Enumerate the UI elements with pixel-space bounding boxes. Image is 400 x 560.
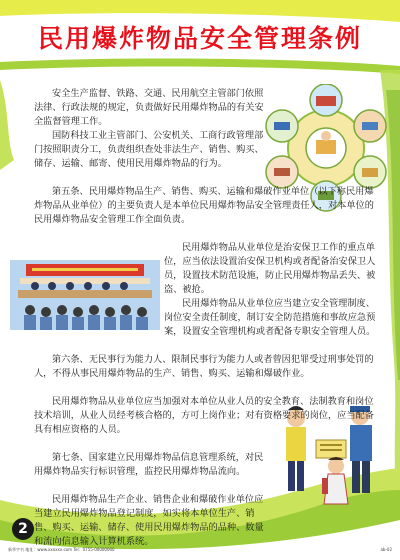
paragraph-4: 民用爆炸物品从业单位是治安保卫工作的重点单位，应当依法设置治安保卫机构或者配备治安保卫人员，设置技术防范设施，防止民用爆炸物品丢失、被盗、被抢。 [164, 242, 376, 295]
footer-code: ab-02 [380, 547, 392, 552]
page-number-badge: 2 [12, 518, 34, 540]
page-title: 民用爆炸物品安全管理条例 [37, 24, 362, 53]
paragraph-8: 第七条、国家建立民用爆炸物品信息管理系统，对民用爆炸物品实行标识管理，监控民用爆炸物品流向。 [34, 452, 264, 477]
paragraph-9: 民用爆炸物品生产企业、销售企业和爆破作业单位应当建立民用爆炸物品登记制度，如实将本单位生产、销售、购买、运输、储存、使用民用爆炸物品的品种、数量和流向信息输入计算机系统。 [34, 494, 264, 547]
footer-info: 新华字书 地址：www.xxxxxx.com Tel：0755-00000000 [8, 547, 115, 552]
paragraph-6: 第六条、无民事行为能力人、限制民事行为能力人或者曾因犯罪受过刑事处罚的人，不得从事民用爆炸物品的生产、销售、购买、运输和爆破作业。 [34, 354, 374, 379]
paragraph-7: 民用爆炸物品从业单位应当加强对本单位从业人员的安全教育、法制教育和岗位技术培训，从业人员经考核合格的，方可上岗作业；对有资格要求的岗位，应当配备具有相应资格的人员。 [34, 396, 374, 435]
paragraph-3: 第五条、民用爆炸物品生产、销售、购买、运输和爆破作业单位（以下称民用爆炸物品从业单位）的主要负责人是本单位民用爆炸物品安全管理责任人，对本单位的民用爆炸物品安全管理工作全面负责。 [34, 186, 374, 225]
paragraph-2: 国防科技工业主管部门、公安机关、工商行政管理部门按照职责分工，负责组织查处非法生产、销售、购买、储存、运输、邮寄、使用民用爆炸物品的行为。 [34, 130, 264, 169]
paragraph-1: 安全生产监督、铁路、交通、民用航空主管部门依照法律、行政法规的规定，负责做好民用爆炸物品的有关安全监督管理工作。 [34, 88, 264, 127]
paragraph-5: 民用爆炸物品从业单位应当建立安全管理制度、岗位安全责任制度，制订安全防范措施和事故应急预案，设置安全管理机构或者配备专职安全管理人员。 [164, 298, 376, 337]
